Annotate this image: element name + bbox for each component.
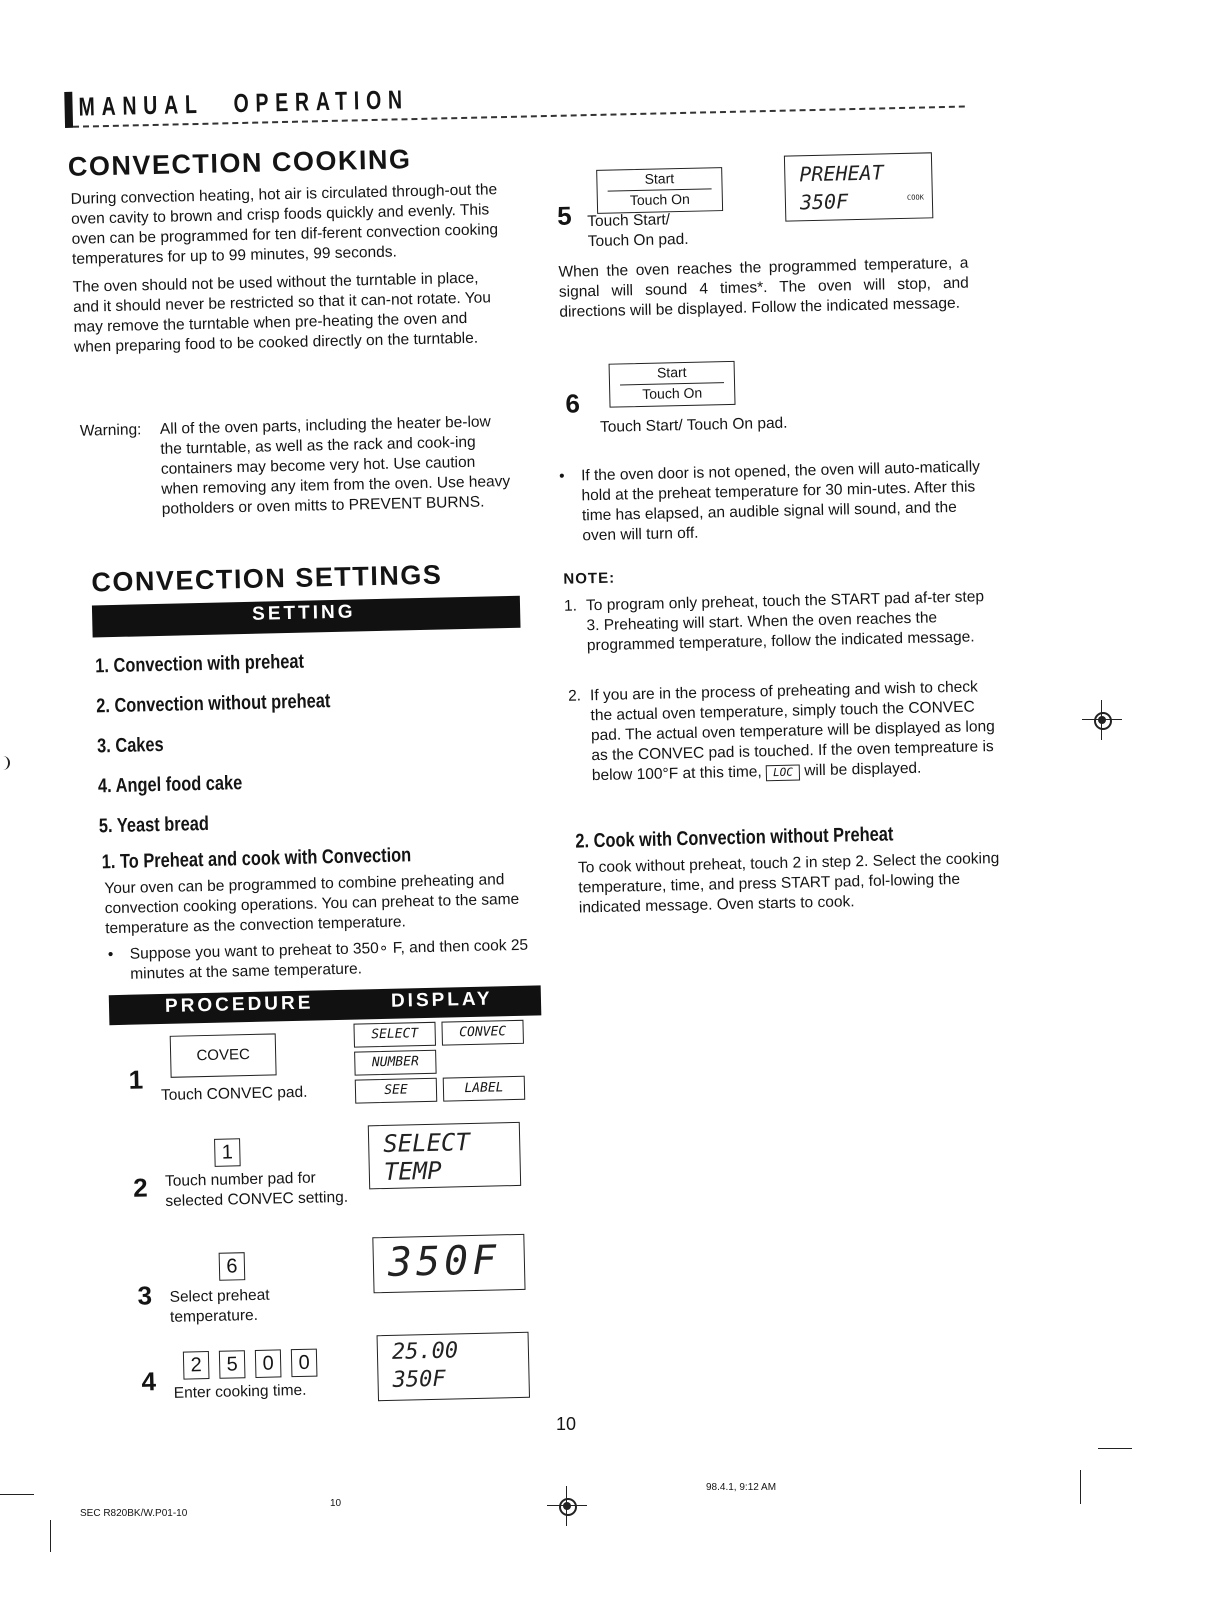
procedure-label: PROCEDURE (164, 992, 314, 1017)
note-1-text: To program only preheat, touch the START pad af-ter step 3. Preheating will start. When the oven reaches the programmed temperature, follow the indicated message. (585, 588, 985, 655)
convec-pad[interactable]: COVEC (170, 1033, 277, 1077)
lcd-temp-2: 350F (392, 1366, 446, 1393)
step-5-number: 5 (556, 200, 572, 231)
setting-bar-label: SETTING (251, 601, 356, 625)
note-2-text-a: If you are in the process of preheating and wish to check the actual oven temperature, simply touch the CONVEC pad. The actual oven temperature will be displayed as long as the CONVEC pad is touched. If the oven tempreature is below 100°F at this time, (589, 678, 995, 785)
touch-on-label-6: Touch On (642, 384, 703, 402)
lcd-temp: 350F (387, 1237, 501, 1286)
number-pad-0b[interactable]: 0 (291, 1349, 318, 1378)
lcd-select-temp (368, 1122, 521, 1189)
warning-block (80, 412, 523, 542)
setting-item-3: 3. Cakes (96, 733, 164, 758)
header-title (78, 84, 409, 122)
note-1: 1. To program only preheat, touch the START pad af-ter step 3. Preheating will start. When the oven reaches the programmed temperature, follow the indicated message. (564, 587, 994, 597)
procedure-display-bar (109, 985, 542, 1025)
setting-item-1: 1. Convection with preheat (95, 650, 305, 678)
start-touch-on-pad-step6[interactable] (609, 361, 736, 408)
warning-text: All of the oven parts, including the heater be-low the turntable, as well as the rack and cook-ing containers may become very hot. Use caution when removing any item from the oven. Use heavy potholders or oven mitts to PREVENT BURNS. (159, 413, 511, 518)
note-2: 2. If you are in the process of preheating and wish to check the actual oven temperature, simply touch the CONVEC pad. The actual oven temperature will be displayed as long as the CONVEC pad is touched. If the oven tempreature is below 100°F at this time, LOC will be displayed. (567, 678, 995, 785)
start-label-6: Start (656, 363, 687, 381)
step-2-text: Touch number pad for selected CONVEC setting. (164, 1169, 349, 1210)
display-label: DISPLAY (390, 988, 493, 1012)
lcd-convec: CONVEC (441, 1020, 524, 1046)
convection-cooking-body (70, 180, 506, 366)
step-5-text-2: Touch On pad. (587, 230, 689, 251)
setting-item-4: 4. Angel food cake (97, 772, 243, 798)
footer-left: SEC R820BK/W.P01-10 (80, 1508, 188, 1519)
number-pad-2[interactable]: 2 (183, 1351, 210, 1380)
touch-on-label: Touch On (629, 190, 690, 209)
lcd-label: LABEL (443, 1076, 526, 1102)
hold-bullet-text: If the oven door is not opened, the oven will auto-matically hold at the preheat temperature for 30 min-utes. After this time has elapsed, an audible signal will sound, and the oven will turn off. (580, 458, 981, 545)
setting-item-5: 5. Yeast bread (98, 812, 210, 838)
section-2-title: 2. Cook with Convection without Preheat (575, 823, 894, 853)
lcd-350f (372, 1234, 525, 1293)
step-3-text: Select preheat temperature. (169, 1286, 270, 1326)
step-1-text: Touch CONVEC pad. (160, 1083, 308, 1105)
section-2-text: To cook without preheat, touch 2 in step 2. Select the cooking temperature, time, and press START pad, fol-lowing the indicated message. Oven starts to cook. (577, 849, 1000, 917)
start-label: Start (644, 170, 675, 187)
preheat-intro: Your oven can be programmed to combine preheating and convection cooking operations. You can preheat to the same temperature as the convection temperature. (104, 871, 520, 938)
step-3-number: 3 (137, 1280, 153, 1311)
lcd-preheat (784, 152, 933, 221)
paragraph-1: During convection heating, hot air is circulated through-out the oven cavity to brown and crisp foods quickly and evenly. This oven can be programmed for ten dif-ferent convection cooking temperatures for up to 99 minutes, 99 seconds. (70, 181, 499, 268)
lcd-time: 25.00 (391, 1338, 459, 1365)
paragraph-2: The oven should not be used without the turntable in place, and it should never be restricted so that it can-not rotate. You may remove the turntable when pre-heating the oven and when preparing food to be cooked directly on the turntable. (72, 269, 492, 356)
preheat-section-title: 1. To Preheat and cook with Convection (101, 844, 412, 874)
header-word-operation: OPERATION (233, 84, 410, 119)
step-5-text-1: Touch Start/ (587, 211, 671, 231)
crop-mark-bottom-left-v (50, 1520, 51, 1552)
registration-mark-right-icon (1090, 708, 1114, 732)
lcd-time-temp (377, 1332, 530, 1401)
start-touch-on-pad-step5[interactable] (596, 167, 723, 214)
step-2-number: 2 (132, 1172, 148, 1203)
hold-bullet: • If the oven door is not opened, the oven will auto-matically hold at the preheat temperature for 30 min-utes. After this time has elapsed, an audible signal will sound, and the oven will turn off. (559, 457, 989, 467)
registration-mark-bottom-icon (555, 1494, 579, 1518)
note-title: NOTE: (563, 569, 616, 588)
lcd-cook-tag: COOK (906, 193, 924, 202)
convection-cooking-title: CONVECTION COOKING (67, 144, 412, 182)
lcd-line-2: TEMP (383, 1156, 442, 1187)
warning-label: Warning: (79, 421, 142, 440)
convection-settings-title: CONVECTION SETTINGS (91, 559, 443, 598)
number-pad-1[interactable]: 1 (214, 1138, 241, 1167)
lcd-see: SEE (355, 1078, 438, 1104)
lcd-number: NUMBER (354, 1050, 437, 1076)
footer-mid: 10 (330, 1498, 342, 1509)
step-4-number: 4 (141, 1366, 157, 1397)
header-bar (64, 92, 73, 128)
preheat-bullet-text: Suppose you want to preheat to 350∘ F, and then cook 25 minutes at the same temperature. (129, 936, 529, 983)
lcd-preheat-line-1: PREHEAT (799, 160, 884, 187)
step-1-number: 1 (128, 1064, 144, 1095)
number-pad-5[interactable]: 5 (219, 1350, 246, 1379)
header-word-manual: MANUAL (78, 88, 204, 122)
step-6-number: 6 (565, 388, 581, 419)
page-header (64, 72, 965, 136)
number-pad-0a[interactable]: 0 (255, 1349, 282, 1378)
setting-item-2: 2. Convection without preheat (95, 690, 331, 718)
reach-text: When the oven reaches the programmed temperature, a signal will sound 4 times*. The oven will stop, and directions will be displayed. Follow the indicated message. (558, 254, 970, 321)
preheat-bullet: • Suppose you want to preheat to 350∘ F, and then cook 25 minutes at the same temperature. (108, 935, 540, 945)
lcd-line-1: SELECT (382, 1128, 471, 1159)
footer-right: 98.4.1, 9:12 AM (706, 1482, 777, 1493)
lcd-preheat-line-2: 350F (799, 189, 849, 215)
lcd-loc: LOC (766, 764, 800, 781)
lcd-select: SELECT (353, 1022, 436, 1048)
crop-mark-bottom-right-v (1080, 1470, 1081, 1504)
page-number: 10 (556, 1414, 577, 1434)
step-4-text: Enter cooking time. (173, 1381, 307, 1402)
crop-mark-bottom-right-h (1098, 1448, 1132, 1449)
note-2-text-b: will be displayed. (804, 759, 922, 780)
number-pad-6[interactable]: 6 (219, 1252, 246, 1281)
setting-bar (92, 596, 521, 638)
step-6-text: Touch Start/ Touch On pad. (599, 414, 788, 436)
crop-mark-bottom-left-h (0, 1494, 34, 1495)
